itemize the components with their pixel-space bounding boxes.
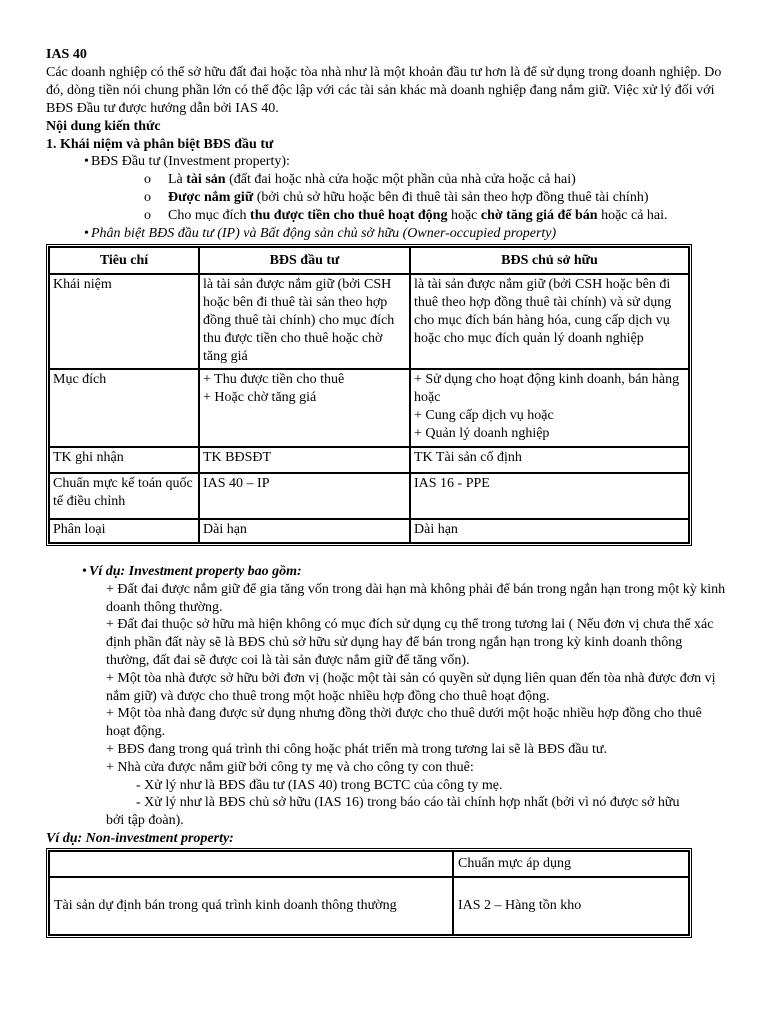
table-cell: Khái niệm [49, 274, 199, 370]
table-row [49, 447, 689, 473]
circle-bullet-icon: o [144, 172, 151, 188]
circle-bullet-icon: o [144, 208, 151, 224]
list-item: + Một tòa nhà đang được sử dụng nhưng đồng thời được cho thuê dưới một hoặc nhiều hợp đồng cho thuê hoạt động. [106, 706, 702, 740]
bullet-investment-property: • BĐS Đầu tư (Investment property): [84, 154, 290, 170]
table-cell: Phân loại [49, 519, 199, 543]
list-item: + Đất đai được nắm giữ để gia tăng vốn trong dài hạn mà không phải để bán trong ngắn hạn trong một kỳ kinh doanh thông thường. [106, 581, 726, 615]
non-ip-heading: Ví dụ: Non-investment property: [46, 831, 234, 846]
table-row [49, 519, 689, 543]
table-cell: IAS 40 – IP [199, 473, 410, 519]
dash-item-continuation: bởi tập đoàn). [106, 813, 184, 829]
table-cell: IAS 2 – Hàng tồn kho [453, 877, 689, 935]
circle-bullet-icon: o [144, 190, 151, 206]
bullet-dot-icon: • [82, 563, 87, 579]
list-item: + Nhà cửa được nắm giữ bởi công ty mẹ và cho công ty con thuê: [106, 759, 474, 775]
table-cell: Dài hạn [410, 519, 689, 543]
table-cell: Tài sản dự định bán trong quá trình kinh doanh thông thường [49, 877, 453, 935]
bullet-comparison: • Phân biệt BĐS đầu tư (IP) và Bất động sản chủ sở hữu (Owner-occupied property) [84, 226, 557, 242]
table-cell: + Sử dụng cho hoạt động kinh doanh, bán hàng hoặc + Cung cấp dịch vụ hoặc + Quản lý doanh nghiệp [410, 369, 689, 447]
table-cell: Dài hạn [199, 519, 410, 543]
table-header-cell: Tiêu chí [49, 247, 199, 274]
intro-paragraph: Các doanh nghiệp có thể sở hữu đất đai hoặc tòa nhà như là một khoản đầu tư hơn là để sử dụng trong doanh nghiệp. Do đó, dòng tiền nói chung phần lớn có thể độc lập với các tài sản khác mà doanh nghiệp đang nắm giữ. Việc xử lý đối với BĐS Đầu tư được hướng dẫn bởi IAS 40. [46, 64, 722, 116]
table-cell: TK Tài sản cố định [410, 447, 689, 473]
table-header-cell [49, 851, 453, 877]
list-item: + BĐS đang trong quá trình thi công hoặc phát triển mà trong tương lai sẽ là BĐS đầu tư. [106, 742, 607, 758]
table-cell: + Thu được tiền cho thuê + Hoặc chờ tăng giá [199, 369, 410, 447]
comparison-table [46, 244, 692, 546]
table-cell: Mục đích [49, 369, 199, 447]
sub-item: o Được nắm giữ (bởi chủ sở hữu hoặc bên đi thuê tài sản theo hợp đồng thuê tài chính) [144, 190, 649, 206]
bullet-dot-icon: • [84, 154, 89, 170]
table-header-row [49, 247, 689, 274]
sub-item: o Là tài sản (đất đai hoặc nhà cửa hoặc một phần của nhà cửa hoặc cả hai) [144, 172, 576, 188]
section-heading: Nội dung kiến thức [46, 118, 161, 134]
subheading: 1. Khái niệm và phân biệt BĐS đầu tư [46, 136, 274, 152]
dash-item: - Xử lý như là BĐS đầu tư (IAS 40) trong BCTC của công ty mẹ. [136, 777, 503, 793]
table-cell: TK ghi nhận [49, 447, 199, 473]
table-row [49, 369, 689, 447]
table-cell: là tài sản được nắm giữ (bởi CSH hoặc bên đi thuê theo hợp đồng thuê tài chính) và sử dụng cho mục đích bán hàng hóa, cung cấp dịch vụ hoặc cho mục đích quản lý doanh nghiệp [410, 274, 689, 370]
list-item: + Đất đai thuộc sở hữu mà hiện không có mục đích sử dụng cụ thể trong tương lai ( Nếu đơn vị chưa thể xác định phần đất này sẽ là BĐS chủ sở hữu sử dụng hay để bán trong ngắn hạn trong kỳ kinh doanh thông thường, đất đai sẽ được coi là tài sản được nắm giữ để tăng vốn). [106, 617, 714, 669]
bullet-dot-icon: • [84, 226, 89, 242]
table-header-cell: BĐS chủ sở hữu [410, 247, 689, 274]
table-header-row [49, 851, 689, 877]
table-row [49, 877, 689, 935]
table-cell: là tài sản được nắm giữ (bởi CSH hoặc bên đi thuê tài sản theo hợp đồng thuê tài chính) cho mục đích thu được tiền cho thuê hoặc chờ tăng giá [199, 274, 410, 370]
table-cell: IAS 16 - PPE [410, 473, 689, 519]
examples-list [46, 581, 726, 830]
bullet-examples: • Ví dụ: Investment property bao gồm: [82, 563, 302, 579]
non-ip-table [46, 848, 692, 938]
table-cell: TK BĐSĐT [199, 447, 410, 473]
list-item: + Một tòa nhà được sở hữu bởi đơn vị (hoặc một tài sản có quyền sử dụng liên quan đến tòa nhà được đơn vị nắm giữ) và được cho thuê trong một hoặc nhiều hợp đồng cho thuê hoạt động. [106, 670, 716, 704]
sub-item: o Cho mục đích thu được tiền cho thuê hoạt động hoặc chờ tăng giá để bán hoặc cả hai. [144, 208, 668, 224]
document-page [46, 46, 726, 938]
table-row [49, 473, 689, 519]
table-header-cell: BĐS đầu tư [199, 247, 410, 274]
table-header-cell: Chuẩn mực áp dụng [453, 851, 689, 877]
doc-title: IAS 40 [46, 47, 87, 62]
table-cell: Chuẩn mực kế toán quốc tế điều chỉnh [49, 473, 199, 519]
dash-item: - Xử lý như là BĐS chủ sở hữu (IAS 16) trong báo cáo tài chính hợp nhất (bởi vì nó được sở hữu [136, 795, 680, 811]
table-row [49, 274, 689, 370]
